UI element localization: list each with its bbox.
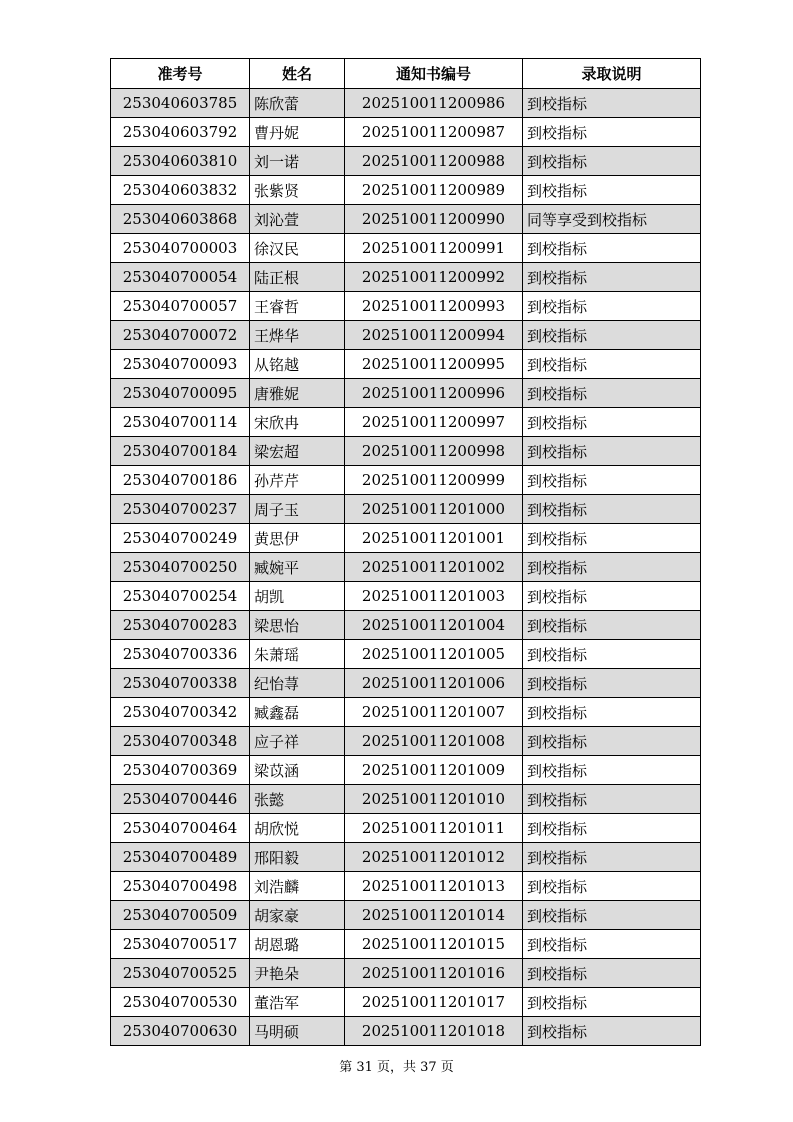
header-admission-remark: 录取说明 [523, 59, 701, 89]
admission-remark-cell: 到校指标 [523, 930, 701, 959]
student-name-cell: 梁宏超 [250, 437, 345, 466]
student-name-cell: 徐汉民 [250, 234, 345, 263]
exam-number-cell: 253040700446 [111, 785, 250, 814]
admission-remark-cell: 到校指标 [523, 524, 701, 553]
table-body [111, 89, 701, 1046]
table-row [111, 611, 701, 640]
admission-remark-cell: 到校指标 [523, 814, 701, 843]
table-row [111, 727, 701, 756]
student-name-cell: 胡恩璐 [250, 930, 345, 959]
student-name-cell: 应子祥 [250, 727, 345, 756]
table-row [111, 640, 701, 669]
table-row [111, 785, 701, 814]
exam-number-cell: 253040700186 [111, 466, 250, 495]
table-row [111, 524, 701, 553]
notice-number-cell: 202510011201011 [345, 814, 523, 843]
admission-remark-cell: 到校指标 [523, 321, 701, 350]
header-name: 姓名 [250, 59, 345, 89]
header-exam-number: 准考号 [111, 59, 250, 89]
exam-number-cell: 253040700072 [111, 321, 250, 350]
student-name-cell: 董浩军 [250, 988, 345, 1017]
admission-remark-cell: 到校指标 [523, 408, 701, 437]
admission-remark-cell: 到校指标 [523, 756, 701, 785]
exam-number-cell: 253040700095 [111, 379, 250, 408]
admission-remark-cell: 到校指标 [523, 785, 701, 814]
student-name-cell: 王睿哲 [250, 292, 345, 321]
table-row [111, 234, 701, 263]
page-number: 第 31 页，共 37 页 [339, 1060, 454, 1075]
table-row [111, 553, 701, 582]
admission-remark-cell: 到校指标 [523, 901, 701, 930]
table-row [111, 988, 701, 1017]
student-name-cell: 唐雅妮 [250, 379, 345, 408]
notice-number-cell: 202510011200993 [345, 292, 523, 321]
table-row [111, 379, 701, 408]
table-row [111, 669, 701, 698]
notice-number-cell: 202510011200987 [345, 118, 523, 147]
exam-number-cell: 253040700464 [111, 814, 250, 843]
table-row [111, 495, 701, 524]
notice-number-cell: 202510011201005 [345, 640, 523, 669]
table-row [111, 437, 701, 466]
admission-remark-cell: 到校指标 [523, 350, 701, 379]
student-name-cell: 刘一诺 [250, 147, 345, 176]
notice-number-cell: 202510011201009 [345, 756, 523, 785]
notice-number-cell: 202510011200992 [345, 263, 523, 292]
student-name-cell: 胡欣悦 [250, 814, 345, 843]
notice-number-cell: 202510011201002 [345, 553, 523, 582]
table-row [111, 263, 701, 292]
notice-number-cell: 202510011201015 [345, 930, 523, 959]
exam-number-cell: 253040603868 [111, 205, 250, 234]
student-name-cell: 黄思伊 [250, 524, 345, 553]
table-row [111, 843, 701, 872]
table-header [111, 59, 701, 89]
student-name-cell: 胡家豪 [250, 901, 345, 930]
admission-remark-cell: 到校指标 [523, 1017, 701, 1046]
notice-number-cell: 202510011200994 [345, 321, 523, 350]
exam-number-cell: 253040603832 [111, 176, 250, 205]
admission-remark-cell: 到校指标 [523, 495, 701, 524]
notice-number-cell: 202510011201003 [345, 582, 523, 611]
notice-number-cell: 202510011200999 [345, 466, 523, 495]
exam-number-cell: 253040603785 [111, 89, 250, 118]
table-row [111, 901, 701, 930]
table-row [111, 466, 701, 495]
exam-number-cell: 253040700338 [111, 669, 250, 698]
admission-remark-cell: 到校指标 [523, 843, 701, 872]
notice-number-cell: 202510011200991 [345, 234, 523, 263]
student-name-cell: 曹丹妮 [250, 118, 345, 147]
exam-number-cell: 253040700249 [111, 524, 250, 553]
student-name-cell: 梁苡涵 [250, 756, 345, 785]
exam-number-cell: 253040700250 [111, 553, 250, 582]
admission-table-container [110, 58, 701, 1046]
student-name-cell: 周子玉 [250, 495, 345, 524]
admission-remark-cell: 到校指标 [523, 437, 701, 466]
notice-number-cell: 202510011201007 [345, 698, 523, 727]
admission-remark-cell: 到校指标 [523, 640, 701, 669]
notice-number-cell: 202510011201006 [345, 669, 523, 698]
notice-number-cell: 202510011201012 [345, 843, 523, 872]
notice-number-cell: 202510011201018 [345, 1017, 523, 1046]
exam-number-cell: 253040700630 [111, 1017, 250, 1046]
student-name-cell: 马明硕 [250, 1017, 345, 1046]
notice-number-cell: 202510011200989 [345, 176, 523, 205]
table-row [111, 321, 701, 350]
table-row [111, 1017, 701, 1046]
exam-number-cell: 253040700498 [111, 872, 250, 901]
admission-remark-cell: 到校指标 [523, 582, 701, 611]
student-name-cell: 张紫贤 [250, 176, 345, 205]
exam-number-cell: 253040700057 [111, 292, 250, 321]
exam-number-cell: 253040700342 [111, 698, 250, 727]
exam-number-cell: 253040700530 [111, 988, 250, 1017]
admission-remark-cell: 到校指标 [523, 234, 701, 263]
notice-number-cell: 202510011201016 [345, 959, 523, 988]
table-row [111, 872, 701, 901]
table-row [111, 408, 701, 437]
notice-number-cell: 202510011201008 [345, 727, 523, 756]
notice-number-cell: 202510011201014 [345, 901, 523, 930]
admission-remark-cell: 到校指标 [523, 176, 701, 205]
admission-remark-cell: 到校指标 [523, 611, 701, 640]
exam-number-cell: 253040700283 [111, 611, 250, 640]
admission-remark-cell: 到校指标 [523, 698, 701, 727]
table-row [111, 350, 701, 379]
table-row [111, 698, 701, 727]
student-name-cell: 朱萧瑶 [250, 640, 345, 669]
admission-remark-cell: 到校指标 [523, 379, 701, 408]
admission-remark-cell: 到校指标 [523, 118, 701, 147]
exam-number-cell: 253040700525 [111, 959, 250, 988]
table-row [111, 205, 701, 234]
student-name-cell: 从铭越 [250, 350, 345, 379]
notice-number-cell: 202510011201010 [345, 785, 523, 814]
admission-remark-cell: 到校指标 [523, 959, 701, 988]
admission-remark-cell: 到校指标 [523, 872, 701, 901]
exam-number-cell: 253040700517 [111, 930, 250, 959]
exam-number-cell: 253040700184 [111, 437, 250, 466]
exam-number-cell: 253040603810 [111, 147, 250, 176]
admission-remark-cell: 到校指标 [523, 89, 701, 118]
table-row [111, 292, 701, 321]
notice-number-cell: 202510011201004 [345, 611, 523, 640]
student-name-cell: 刘沁萱 [250, 205, 345, 234]
admission-remark-cell: 到校指标 [523, 263, 701, 292]
notice-number-cell: 202510011200988 [345, 147, 523, 176]
student-name-cell: 臧婉平 [250, 553, 345, 582]
exam-number-cell: 253040700054 [111, 263, 250, 292]
table-row [111, 176, 701, 205]
notice-number-cell: 202510011200995 [345, 350, 523, 379]
admission-table [110, 58, 701, 1046]
student-name-cell: 陆正根 [250, 263, 345, 292]
header-notice-number: 通知书编号 [345, 59, 523, 89]
table-row [111, 959, 701, 988]
notice-number-cell: 202510011201013 [345, 872, 523, 901]
exam-number-cell: 253040700254 [111, 582, 250, 611]
table-row [111, 147, 701, 176]
table-row [111, 118, 701, 147]
student-name-cell: 陈欣蕾 [250, 89, 345, 118]
notice-number-cell: 202510011201001 [345, 524, 523, 553]
admission-remark-cell: 到校指标 [523, 988, 701, 1017]
exam-number-cell: 253040700003 [111, 234, 250, 263]
student-name-cell: 尹艳朵 [250, 959, 345, 988]
student-name-cell: 纪怡荨 [250, 669, 345, 698]
exam-number-cell: 253040700114 [111, 408, 250, 437]
table-row [111, 582, 701, 611]
student-name-cell: 邢阳毅 [250, 843, 345, 872]
exam-number-cell: 253040700237 [111, 495, 250, 524]
notice-number-cell: 202510011200997 [345, 408, 523, 437]
table-row [111, 756, 701, 785]
admission-remark-cell: 到校指标 [523, 669, 701, 698]
student-name-cell: 王烨华 [250, 321, 345, 350]
exam-number-cell: 253040700336 [111, 640, 250, 669]
admission-remark-cell: 到校指标 [523, 727, 701, 756]
admission-remark-cell: 到校指标 [523, 292, 701, 321]
table-row [111, 89, 701, 118]
table-row [111, 930, 701, 959]
notice-number-cell: 202510011200998 [345, 437, 523, 466]
admission-remark-cell: 到校指标 [523, 466, 701, 495]
exam-number-cell: 253040700509 [111, 901, 250, 930]
exam-number-cell: 253040700348 [111, 727, 250, 756]
student-name-cell: 刘浩麟 [250, 872, 345, 901]
student-name-cell: 宋欣冉 [250, 408, 345, 437]
exam-number-cell: 253040700369 [111, 756, 250, 785]
header-row [111, 59, 701, 89]
student-name-cell: 孙芹芹 [250, 466, 345, 495]
notice-number-cell: 202510011200986 [345, 89, 523, 118]
admission-remark-cell: 同等享受到校指标 [523, 205, 701, 234]
table-row [111, 814, 701, 843]
admission-remark-cell: 到校指标 [523, 147, 701, 176]
exam-number-cell: 253040603792 [111, 118, 250, 147]
notice-number-cell: 202510011200990 [345, 205, 523, 234]
exam-number-cell: 253040700093 [111, 350, 250, 379]
student-name-cell: 梁思怡 [250, 611, 345, 640]
student-name-cell: 胡凯 [250, 582, 345, 611]
notice-number-cell: 202510011200996 [345, 379, 523, 408]
student-name-cell: 张懿 [250, 785, 345, 814]
notice-number-cell: 202510011201017 [345, 988, 523, 1017]
admission-remark-cell: 到校指标 [523, 553, 701, 582]
notice-number-cell: 202510011201000 [345, 495, 523, 524]
exam-number-cell: 253040700489 [111, 843, 250, 872]
student-name-cell: 臧鑫磊 [250, 698, 345, 727]
